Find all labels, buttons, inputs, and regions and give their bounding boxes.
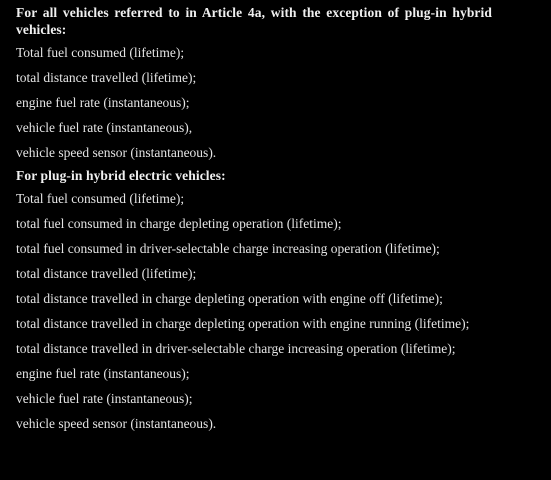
list-item: vehicle speed sensor (instantaneous).	[16, 145, 217, 160]
list-item: engine fuel rate (instantaneous);	[16, 95, 190, 110]
list-item: total distance travelled (lifetime);	[16, 266, 197, 281]
section-heading-all-vehicles: For all vehicles referred to in Article 4a, with the exception of plug-in hybrid vehicles:	[16, 5, 492, 37]
list-item: Total fuel consumed (lifetime);	[16, 45, 185, 60]
list-item: total distance travelled in charge depleting operation with engine running (lifetime);	[16, 316, 470, 331]
list-item: total fuel consumed in charge depleting operation (lifetime);	[16, 216, 342, 231]
document-page	[16, 4, 492, 432]
list-item: total distance travelled in driver-selectable charge increasing operation (lifetime);	[16, 341, 456, 356]
list-item: vehicle speed sensor (instantaneous).	[16, 416, 217, 431]
list-item: total fuel consumed in driver-selectable charge increasing operation (lifetime);	[16, 241, 440, 256]
list-item: total distance travelled (lifetime);	[16, 70, 197, 85]
list-item: Total fuel consumed (lifetime);	[16, 191, 185, 206]
list-item: engine fuel rate (instantaneous);	[16, 366, 190, 381]
section-heading-plug-in-hybrid: For plug-in hybrid electric vehicles:	[16, 168, 226, 183]
list-item: total distance travelled in charge depleting operation with engine off (lifetime);	[16, 291, 443, 306]
list-item: vehicle fuel rate (instantaneous),	[16, 120, 193, 135]
list-item: vehicle fuel rate (instantaneous);	[16, 391, 193, 406]
